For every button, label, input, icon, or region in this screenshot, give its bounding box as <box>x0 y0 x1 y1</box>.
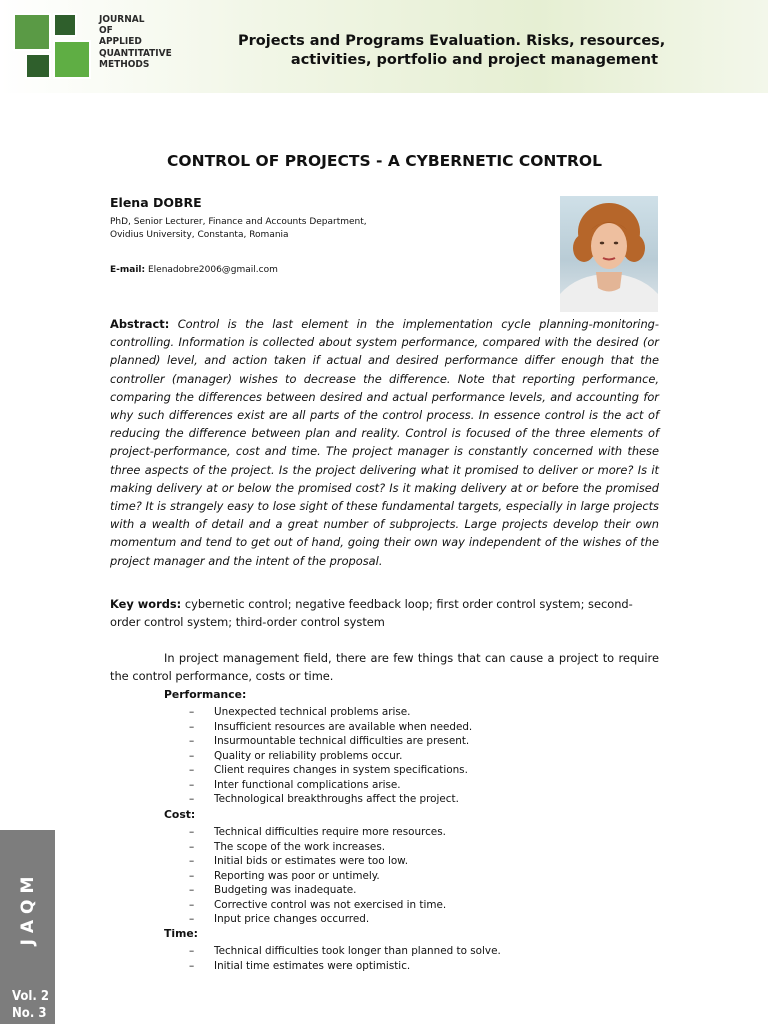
list-item: – Unexpected technical problems arise. <box>189 705 472 720</box>
author-portrait-icon <box>560 196 658 312</box>
issue-topic-line: Projects and Programs Evaluation. Risks, resources, <box>238 33 666 49</box>
intro-paragraph: In project management field, there are few things that can cause a project to require the control performance, costs or time. <box>110 651 659 684</box>
volume-info <box>12 988 49 1022</box>
affiliation-line: PhD, Senior Lecturer, Finance and Accounts Department, <box>110 217 367 227</box>
time-list <box>189 944 501 973</box>
list-item: – The scope of the work increases. <box>189 840 446 855</box>
list-item: – Insufficient resources are available when needed. <box>189 720 472 735</box>
email-label: E-mail: <box>110 265 146 275</box>
author-affiliation <box>110 216 367 242</box>
list-item: – Technical difficulties require more resources. <box>189 825 446 840</box>
list-item: – Technological breakthroughs affect the project. <box>189 792 472 807</box>
journal-name-line: APPLIED <box>99 36 142 48</box>
list-item: – Budgeting was inadequate. <box>189 883 446 898</box>
journal-name <box>99 14 172 70</box>
email-address: Elenadobre2006@gmail.com <box>147 265 278 275</box>
journal-name-line: METHODS <box>99 58 150 70</box>
keywords-text: cybernetic control; negative feedback loop; first order control system; second-order control system; third-order control system <box>110 597 633 630</box>
list-item: – Technical difficulties took longer than planned to solve. <box>189 944 501 959</box>
author-photo <box>560 196 658 312</box>
list-item: – Corrective control was not exercised in time. <box>189 898 446 913</box>
affiliation-line: Ovidius University, Constanta, Romania <box>110 230 289 241</box>
list-item: – Insurmountable technical difficulties are present. <box>189 734 472 749</box>
journal-header <box>0 0 768 93</box>
list-item: – Inter functional complications arise. <box>189 778 472 793</box>
issue-topic-line: activities, portfolio and project management <box>290 52 658 68</box>
jaqm-vertical-label <box>16 866 40 950</box>
list-item: – Client requires changes in system specifications. <box>189 763 472 778</box>
section-heading-performance: Performance: <box>164 688 247 701</box>
logo-square <box>25 53 51 79</box>
cost-list <box>189 825 446 927</box>
abstract-paragraph <box>110 315 659 570</box>
keywords-paragraph <box>110 595 659 631</box>
list-item: – Initial time estimates were optimistic. <box>189 959 501 974</box>
author-name: Elena DOBRE <box>110 195 202 210</box>
logo-square <box>53 40 91 79</box>
section-heading-time: Time: <box>164 927 198 940</box>
list-item: – Quality or reliability problems occur. <box>189 749 472 764</box>
section-heading-cost: Cost: <box>164 808 196 821</box>
journal-name-line: OF <box>99 25 113 37</box>
list-item: – Initial bids or estimates were too low. <box>189 854 446 869</box>
list-item: – Reporting was poor or untimely. <box>189 869 446 884</box>
paper-title: CONTROL OF PROJECTS - A CYBERNETIC CONTROL <box>167 152 602 170</box>
abstract-label: Abstract: <box>110 317 170 331</box>
keywords-label: Key words: <box>110 597 182 611</box>
journal-logo <box>13 13 91 79</box>
logo-square <box>13 13 51 51</box>
volume-number: Vol. 2 <box>12 989 50 1004</box>
list-item: – Input price changes occurred. <box>189 912 446 927</box>
logo-square <box>53 13 77 37</box>
issue-topic-title <box>238 32 666 70</box>
author-email <box>110 265 278 275</box>
journal-name-line: JOURNAL <box>99 14 145 25</box>
performance-list <box>189 705 472 807</box>
jaqm-text: JAQM <box>18 870 38 946</box>
issue-number: No. 3 <box>12 1006 47 1021</box>
abstract-text: Control is the last element in the implementation cycle planning-monitoring-controlling. Information is collected about system performance, compared with the desired (or planned) level, and action taken if actual and desired performance differ enough that the controller (manager) wishes to decrease the difference. Note that reporting performance, comparing the differences between desired and actual performance levels, and accounting for why such differences exist are all parts of the control process. In essence control is the act of reducing the difference between plan and reality. Control is focused of the three elements of project-performance, cost and time. The project manager is constantly concerned with these three aspects of the project. Is the project delivering what it promised to deliver or more? Is it making delivery at or below the promised cost? Is it making delivery at or before the promised time? It is strangely easy to lose sight of these fundamental targets, especially in large projects with a wealth of detail and a great number of subprojects. Large projects develop their own momentum and tend to get out of hand, going their own way independent of the wishes of the project manager and the intent of the proposal. <box>110 317 660 568</box>
journal-name-line: QUANTITATIVE <box>99 47 172 59</box>
